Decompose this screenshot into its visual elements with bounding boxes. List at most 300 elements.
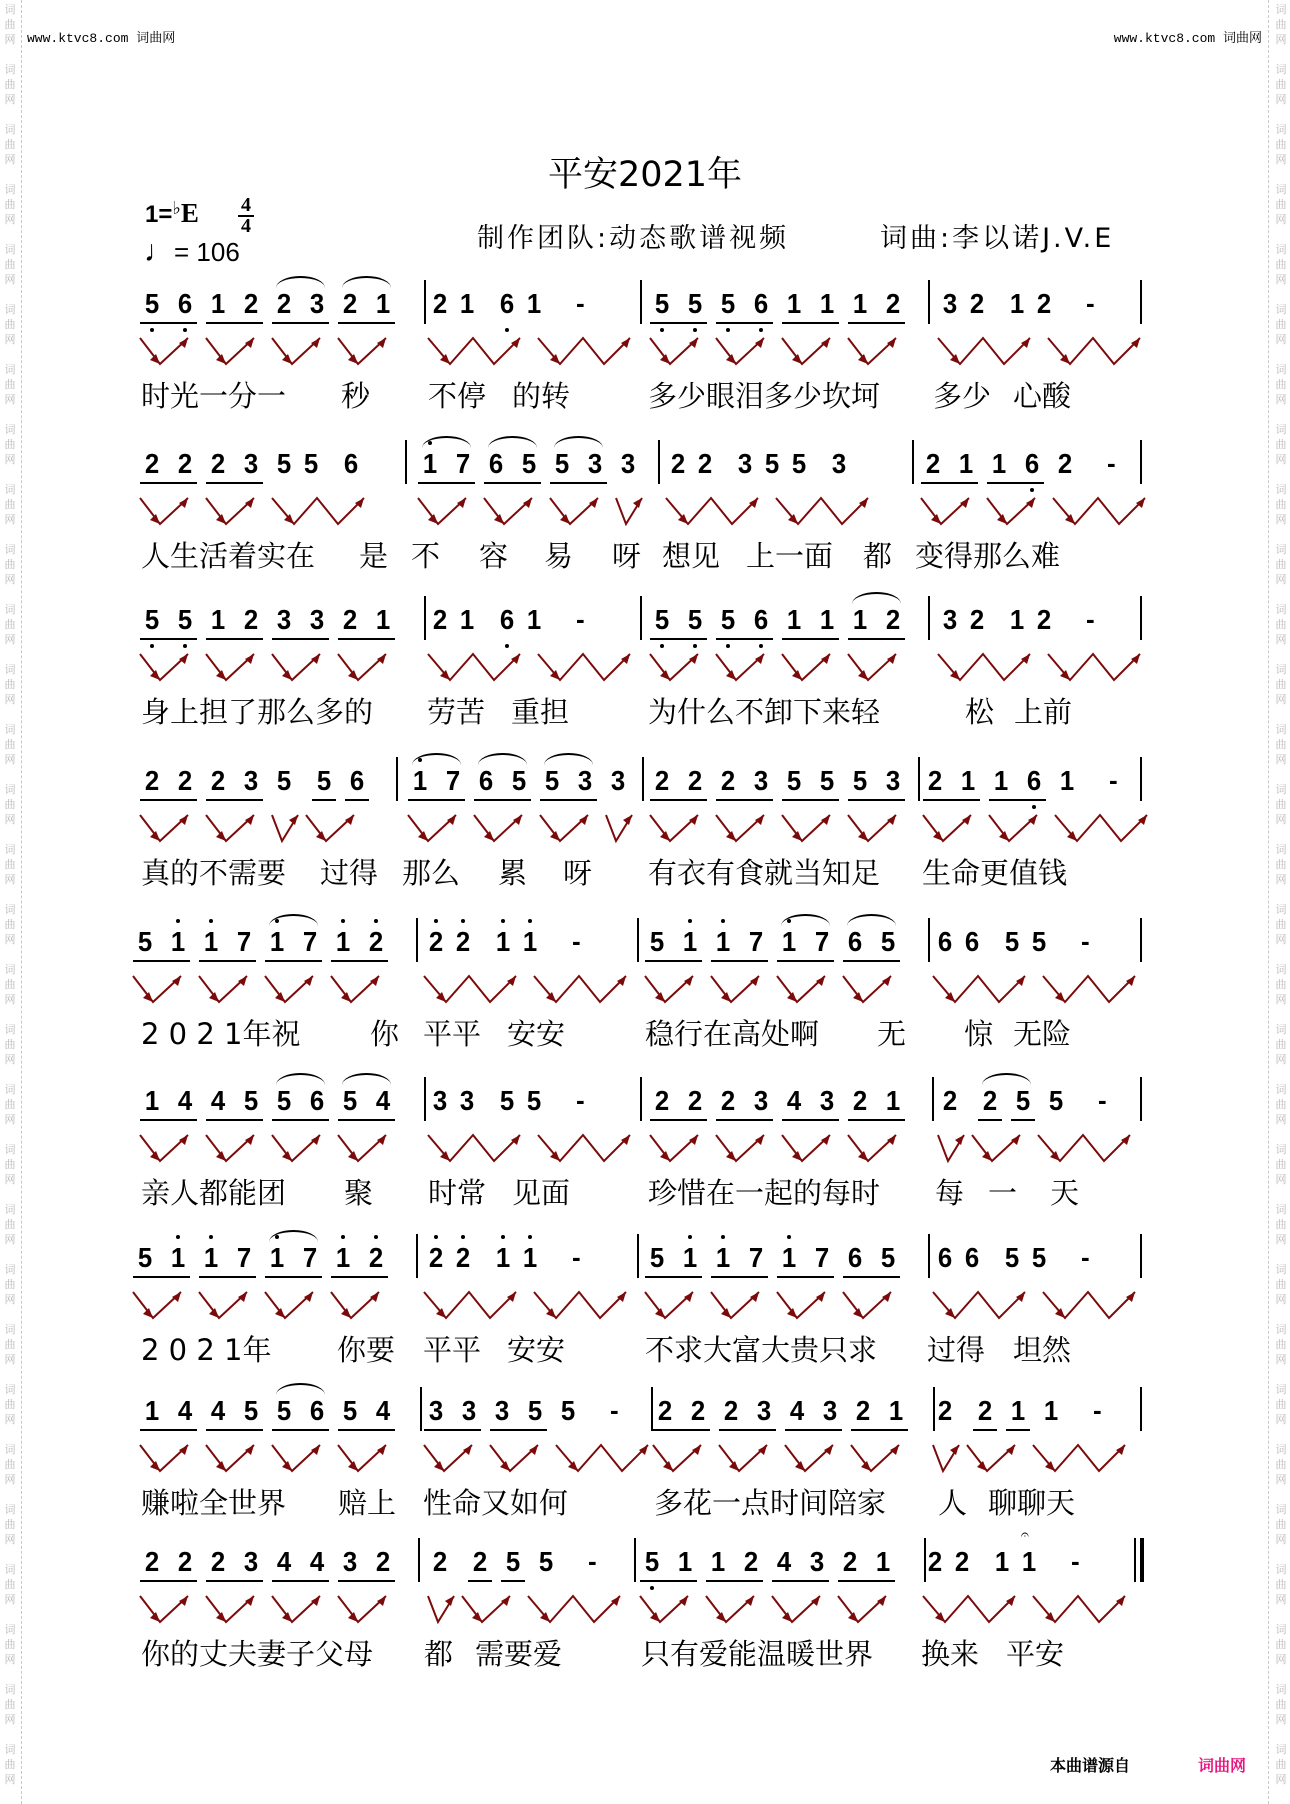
watermark-char: 网: [1275, 1473, 1287, 1486]
watermark-char: 词: [1275, 1263, 1287, 1276]
note: 2: [670, 448, 686, 479]
note: 1: [526, 288, 542, 319]
watermark-char: 词: [1275, 123, 1287, 136]
note: 2: [276, 288, 292, 319]
score-line: [0, 290, 1290, 440]
note: 1: [335, 926, 351, 957]
note: 2: [144, 448, 160, 479]
note: 3: [610, 765, 626, 796]
note: 1: [422, 448, 438, 479]
watermark-char: 网: [4, 993, 16, 1006]
watermark-char: 曲: [4, 1398, 16, 1411]
eighth-underline: [468, 1580, 492, 1582]
low-dot: [660, 644, 664, 648]
lyric-text: 为什么不卸下来轻: [648, 695, 881, 729]
lyric-text: 你: [370, 1017, 400, 1051]
low-dot: [505, 328, 509, 332]
watermark-char: 网: [4, 213, 16, 226]
eighth-beam: [474, 799, 531, 801]
watermark-char: 词: [4, 1143, 16, 1156]
eighth-beam: [650, 1119, 707, 1121]
watermark-char: 曲: [1275, 258, 1287, 271]
low-dot: [660, 328, 664, 332]
note-dash: -: [576, 1085, 585, 1115]
score-line: [0, 450, 1290, 600]
watermark-char: 曲: [4, 1458, 16, 1471]
watermark-char: 词: [4, 303, 16, 316]
note-dash: -: [1081, 926, 1090, 956]
note: 2: [210, 1546, 226, 1577]
watermark-char: 词: [1275, 1383, 1287, 1396]
barline: [1140, 918, 1142, 962]
note: 2: [969, 288, 985, 319]
barline: [1140, 1234, 1142, 1278]
high-dot: [209, 919, 213, 923]
barline: [933, 1387, 935, 1431]
note: 1: [786, 604, 802, 635]
conducting-arrows-icon: [140, 815, 440, 855]
note: 5: [276, 1395, 292, 1426]
watermark-char: 曲: [4, 438, 16, 451]
eighth-beam: [424, 1429, 481, 1431]
watermark-char: 词: [1275, 1623, 1287, 1636]
production-team: 制作团队:动态歌谱视频: [477, 223, 790, 254]
note-dash: -: [1098, 1085, 1107, 1115]
watermark-char: 词: [4, 1443, 16, 1456]
lyric-text: 亲人都能团: [141, 1176, 287, 1210]
eighth-beam: [265, 960, 322, 962]
watermark-char: 曲: [1275, 1218, 1287, 1231]
watermark-char: 词: [4, 843, 16, 856]
watermark-char: 网: [4, 1173, 16, 1186]
high-dot: [461, 1235, 465, 1239]
note: 3: [243, 448, 259, 479]
note: 5: [880, 926, 896, 957]
watermark-char: 网: [1275, 1773, 1287, 1786]
lyric-text: 都: [424, 1637, 454, 1671]
watermark-char: 网: [4, 753, 16, 766]
watermark-char: 网: [4, 93, 16, 106]
lyric-text: 有衣有食就当知足: [648, 856, 881, 890]
low-dot: [650, 1586, 654, 1590]
note: 2: [432, 604, 448, 635]
lyric-text: 都: [863, 539, 893, 573]
note: 6: [309, 1395, 325, 1426]
note: 2: [654, 1085, 670, 1116]
note: 3: [309, 604, 325, 635]
watermark-char: 词: [4, 903, 16, 916]
lyric-text: 身上担了那么多的: [141, 695, 374, 729]
note: 2: [687, 765, 703, 796]
watermark-char: 曲: [4, 1278, 16, 1291]
lyric-text: 多少: [933, 379, 992, 413]
note: 1: [522, 926, 538, 957]
note: 2: [937, 1395, 953, 1426]
lyric-text: 只有爱能温暖世界: [641, 1637, 874, 1671]
conducting-arrows-icon: [133, 1292, 433, 1332]
note: 5: [649, 1242, 665, 1273]
eighth-beam: [843, 960, 900, 962]
note: 5: [1031, 926, 1047, 957]
note: 2: [657, 1395, 673, 1426]
conducting-arrows-icon: [650, 654, 950, 694]
barline: [424, 596, 426, 640]
conducting-arrows-icon: [645, 1292, 945, 1332]
note: 1: [710, 1546, 726, 1577]
note: 2: [927, 765, 943, 796]
watermark-char: 曲: [1275, 498, 1287, 511]
eighth-beam: [785, 1429, 842, 1431]
watermark-char: 词: [4, 423, 16, 436]
note: 4: [210, 1395, 226, 1426]
conducting-arrows-icon: [140, 1596, 440, 1636]
watermark-char: 词: [4, 1563, 16, 1576]
note: 2: [1036, 604, 1052, 635]
note: 6: [177, 288, 193, 319]
watermark-char: 词: [4, 1683, 16, 1696]
score-line: [0, 928, 1290, 1078]
watermark-char: 网: [4, 1713, 16, 1726]
watermark-char: 词: [1275, 1683, 1287, 1696]
watermark-char: 曲: [1275, 558, 1287, 571]
high-dot: [721, 1235, 725, 1239]
watermark-char: 网: [4, 633, 16, 646]
watermark-char: 网: [1275, 1293, 1287, 1306]
watermark-char: 词: [4, 723, 16, 736]
eighth-beam: [206, 638, 263, 640]
eighth-beam: [338, 638, 395, 640]
watermark-char: 网: [1275, 1653, 1287, 1666]
time-sig-top: 4: [241, 194, 251, 216]
watermark-char: 曲: [4, 198, 16, 211]
eighth-beam: [782, 799, 839, 801]
note: 1: [993, 765, 1009, 796]
watermark-char: 词: [1275, 543, 1287, 556]
watermark-char: 曲: [4, 738, 16, 751]
conducting-arrows-icon: [133, 976, 433, 1016]
barline: [928, 1234, 930, 1278]
barline: [424, 280, 426, 324]
watermark-char: 词: [1275, 603, 1287, 616]
note: 5: [511, 765, 527, 796]
watermark-char: 网: [1275, 1593, 1287, 1606]
note: 2: [697, 448, 713, 479]
note: 5: [554, 448, 570, 479]
note: 3: [885, 765, 901, 796]
watermark-char: 词: [4, 1623, 16, 1636]
watermark-char: 网: [1275, 753, 1287, 766]
low-dot: [150, 644, 154, 648]
low-dot: [183, 328, 187, 332]
note: 2: [654, 765, 670, 796]
note: 5: [526, 1085, 542, 1116]
barline: [640, 280, 642, 324]
watermark-char: 词: [1275, 1143, 1287, 1156]
lyric-text: 上前: [1014, 695, 1073, 729]
eighth-beam: [338, 322, 395, 324]
eighth-beam: [719, 1429, 776, 1431]
eighth-underline: [312, 799, 336, 801]
barline: [651, 1387, 653, 1431]
score-line: [0, 767, 1290, 917]
note: 4: [276, 1546, 292, 1577]
lyric-text: 不停: [428, 379, 487, 413]
note: 3: [587, 448, 603, 479]
note: 3: [942, 604, 958, 635]
watermark-char: 网: [4, 933, 16, 946]
low-dot: [183, 644, 187, 648]
note: 2: [455, 1242, 471, 1273]
lyric-text: 你要: [337, 1333, 396, 1367]
note: 5: [687, 288, 703, 319]
note: 2: [432, 288, 448, 319]
eighth-beam: [265, 1276, 322, 1278]
barline: [1140, 1538, 1144, 1582]
watermark-char: 词: [4, 483, 16, 496]
note: 1: [875, 1546, 891, 1577]
high-dot: [528, 1235, 532, 1239]
barline: [928, 596, 930, 640]
note: 1: [852, 604, 868, 635]
conducting-arrows-icon: [933, 1445, 1233, 1485]
note: 1: [412, 765, 428, 796]
watermark-char: 词: [4, 1383, 16, 1396]
note: 5: [137, 926, 153, 957]
eighth-beam: [140, 1580, 197, 1582]
lyric-text: 无: [877, 1017, 907, 1051]
barline: [1140, 596, 1142, 640]
watermark-char: 网: [1275, 1113, 1287, 1126]
lyric-text: 聊聊天: [988, 1486, 1076, 1520]
watermark-char: 词: [4, 243, 16, 256]
watermark-char: 曲: [4, 138, 16, 151]
eighth-beam: [921, 482, 978, 484]
watermark-char: 网: [1275, 1533, 1287, 1546]
watermark-char: 网: [1275, 1173, 1287, 1186]
note: 7: [814, 926, 830, 957]
eighth-beam: [140, 482, 197, 484]
watermark-char: 网: [4, 873, 16, 886]
high-dot: [787, 1235, 791, 1239]
lyric-text: 过得: [320, 856, 379, 890]
eighth-beam: [206, 482, 263, 484]
lyric-text: 过得: [927, 1333, 986, 1367]
note: 5: [1015, 1085, 1031, 1116]
watermark-char: 网: [1275, 573, 1287, 586]
lyric-text: 秒: [341, 379, 371, 413]
watermark-char: 网: [4, 1533, 16, 1546]
eighth-beam: [140, 1429, 197, 1431]
watermark-char: 曲: [4, 258, 16, 271]
note: 2: [690, 1395, 706, 1426]
note: 1: [682, 926, 698, 957]
watermark-char: 词: [1275, 663, 1287, 676]
note: 7: [748, 926, 764, 957]
eighth-beam: [272, 322, 329, 324]
note: 4: [789, 1395, 805, 1426]
eighth-beam: [272, 638, 329, 640]
note: 5: [505, 1546, 521, 1577]
eighth-beam: [782, 1119, 839, 1121]
barline: [1140, 280, 1142, 324]
note: 4: [210, 1085, 226, 1116]
lyric-text: 一: [988, 1176, 1018, 1210]
watermark-char: 词: [4, 1323, 16, 1336]
watermark-char: 曲: [1275, 198, 1287, 211]
watermark-char: 网: [4, 1593, 16, 1606]
low-dot: [726, 328, 730, 332]
note: 1: [144, 1395, 160, 1426]
note: 2: [842, 1546, 858, 1577]
note: 1: [375, 288, 391, 319]
note: 1: [888, 1395, 904, 1426]
note: 2: [942, 1085, 958, 1116]
conducting-arrows-icon: [640, 1596, 940, 1636]
lyricist-composer: 词曲:李以诺J.V.E: [880, 223, 1115, 254]
note: 5: [243, 1395, 259, 1426]
watermark-char: 网: [4, 153, 16, 166]
eighth-beam: [408, 799, 465, 801]
watermark-char: 词: [1275, 423, 1287, 436]
lyric-text: 见面: [512, 1176, 571, 1210]
lyric-text: 天: [1050, 1176, 1080, 1210]
note: 2: [687, 1085, 703, 1116]
high-dot: [688, 919, 692, 923]
note: 5: [144, 604, 160, 635]
watermark-char: 曲: [1275, 1158, 1287, 1171]
note: 1: [677, 1546, 693, 1577]
note: 1: [819, 604, 835, 635]
eighth-beam: [140, 1119, 197, 1121]
eighth-beam: [199, 1276, 256, 1278]
eighth-underline: [345, 799, 369, 801]
eighth-beam: [272, 1429, 329, 1431]
note: 1: [269, 926, 285, 957]
barline: [420, 1387, 422, 1431]
note: 3: [461, 1395, 477, 1426]
lyric-text: 不: [411, 539, 441, 573]
conducting-arrows-icon: [140, 1445, 440, 1485]
lyric-text: 稳行在高处啊: [645, 1017, 820, 1051]
lyric-text: 2 0 2 1年祝: [141, 1017, 301, 1051]
barline: [405, 440, 407, 484]
note: 2: [243, 288, 259, 319]
note: 1: [335, 1242, 351, 1273]
high-dot: [461, 919, 465, 923]
barline: [637, 1234, 639, 1278]
eighth-beam: [777, 1276, 834, 1278]
note-dash: -: [572, 1242, 581, 1272]
watermark-char: 曲: [1275, 318, 1287, 331]
note: 1: [1059, 765, 1075, 796]
lyric-text: 时光一分一: [141, 379, 287, 413]
note: 5: [880, 1242, 896, 1273]
watermark-char: 网: [4, 1653, 16, 1666]
site-watermark-right[interactable]: www.ktvc8.com 词曲网: [1113, 31, 1262, 46]
note: 4: [177, 1395, 193, 1426]
flat-icon: ♭: [172, 198, 181, 218]
eighth-beam: [716, 799, 773, 801]
eighth-beam: [706, 1580, 763, 1582]
note: 2: [455, 926, 471, 957]
slur-tie: [276, 276, 325, 288]
watermark-char: 网: [1275, 633, 1287, 646]
conducting-arrows-icon: [921, 498, 1221, 538]
watermark-char: 网: [4, 453, 16, 466]
watermark-char: 词: [4, 1023, 16, 1036]
barline: [1140, 440, 1142, 484]
barline: [1140, 757, 1142, 801]
watermark-char: 词: [1275, 963, 1287, 976]
lyric-text: 赚啦全世界: [141, 1486, 287, 1520]
lyric-text: 多花一点时间陪家: [654, 1486, 887, 1520]
note: 5: [177, 604, 193, 635]
conducting-arrows-icon: [140, 654, 440, 694]
watermark-char: 曲: [1275, 798, 1287, 811]
note: 2: [723, 1395, 739, 1426]
watermark-char: 词: [1275, 483, 1287, 496]
watermark-char: 词: [1275, 1203, 1287, 1216]
lyric-text: 上一面: [746, 539, 834, 573]
note: 6: [499, 604, 515, 635]
note: 2: [720, 765, 736, 796]
eighth-beam: [848, 799, 905, 801]
watermark-char: 网: [1275, 153, 1287, 166]
watermark-char: 网: [4, 813, 16, 826]
note: 2: [210, 765, 226, 796]
note: 1: [269, 1242, 285, 1273]
high-dot: [176, 919, 180, 923]
note: 6: [349, 765, 365, 796]
watermark-char: 词: [1275, 1503, 1287, 1516]
note-dash: -: [1086, 604, 1095, 634]
watermark-char: 词: [1275, 783, 1287, 796]
note: 2: [927, 1546, 943, 1577]
note: 3: [753, 1085, 769, 1116]
note: 2: [1057, 448, 1073, 479]
watermark-char: 曲: [1275, 1758, 1287, 1771]
watermark-char: 词: [1275, 243, 1287, 256]
note: 3: [577, 765, 593, 796]
watermark-char: 词: [1275, 1023, 1287, 1036]
watermark-char: 词: [1275, 843, 1287, 856]
watermark-char: 词: [1275, 723, 1287, 736]
eighth-beam: [645, 960, 702, 962]
note: 3: [459, 1085, 475, 1116]
note: 5: [819, 765, 835, 796]
watermark-char: 曲: [4, 618, 16, 631]
site-watermark-left[interactable]: www.ktvc8.com 词曲网: [27, 31, 176, 46]
source-site-link[interactable]: 词曲网: [1198, 1756, 1247, 1775]
quarter-note-icon: ♩: [144, 235, 174, 268]
score-line: [0, 1087, 1290, 1237]
eighth-beam: [848, 1119, 905, 1121]
note: 3: [831, 448, 847, 479]
note: 1: [786, 288, 802, 319]
watermark-char: 词: [4, 543, 16, 556]
watermark-char: 曲: [1275, 1038, 1287, 1051]
high-dot: [434, 919, 438, 923]
note: 2: [954, 1546, 970, 1577]
watermark-char: 词: [1275, 363, 1287, 376]
note: 6: [753, 604, 769, 635]
fermata-icon: 𝄐: [1021, 1526, 1029, 1542]
score-line: [0, 1244, 1290, 1394]
note: 3: [737, 448, 753, 479]
note: 1: [375, 604, 391, 635]
barline: [418, 1538, 420, 1582]
note: 4: [309, 1546, 325, 1577]
